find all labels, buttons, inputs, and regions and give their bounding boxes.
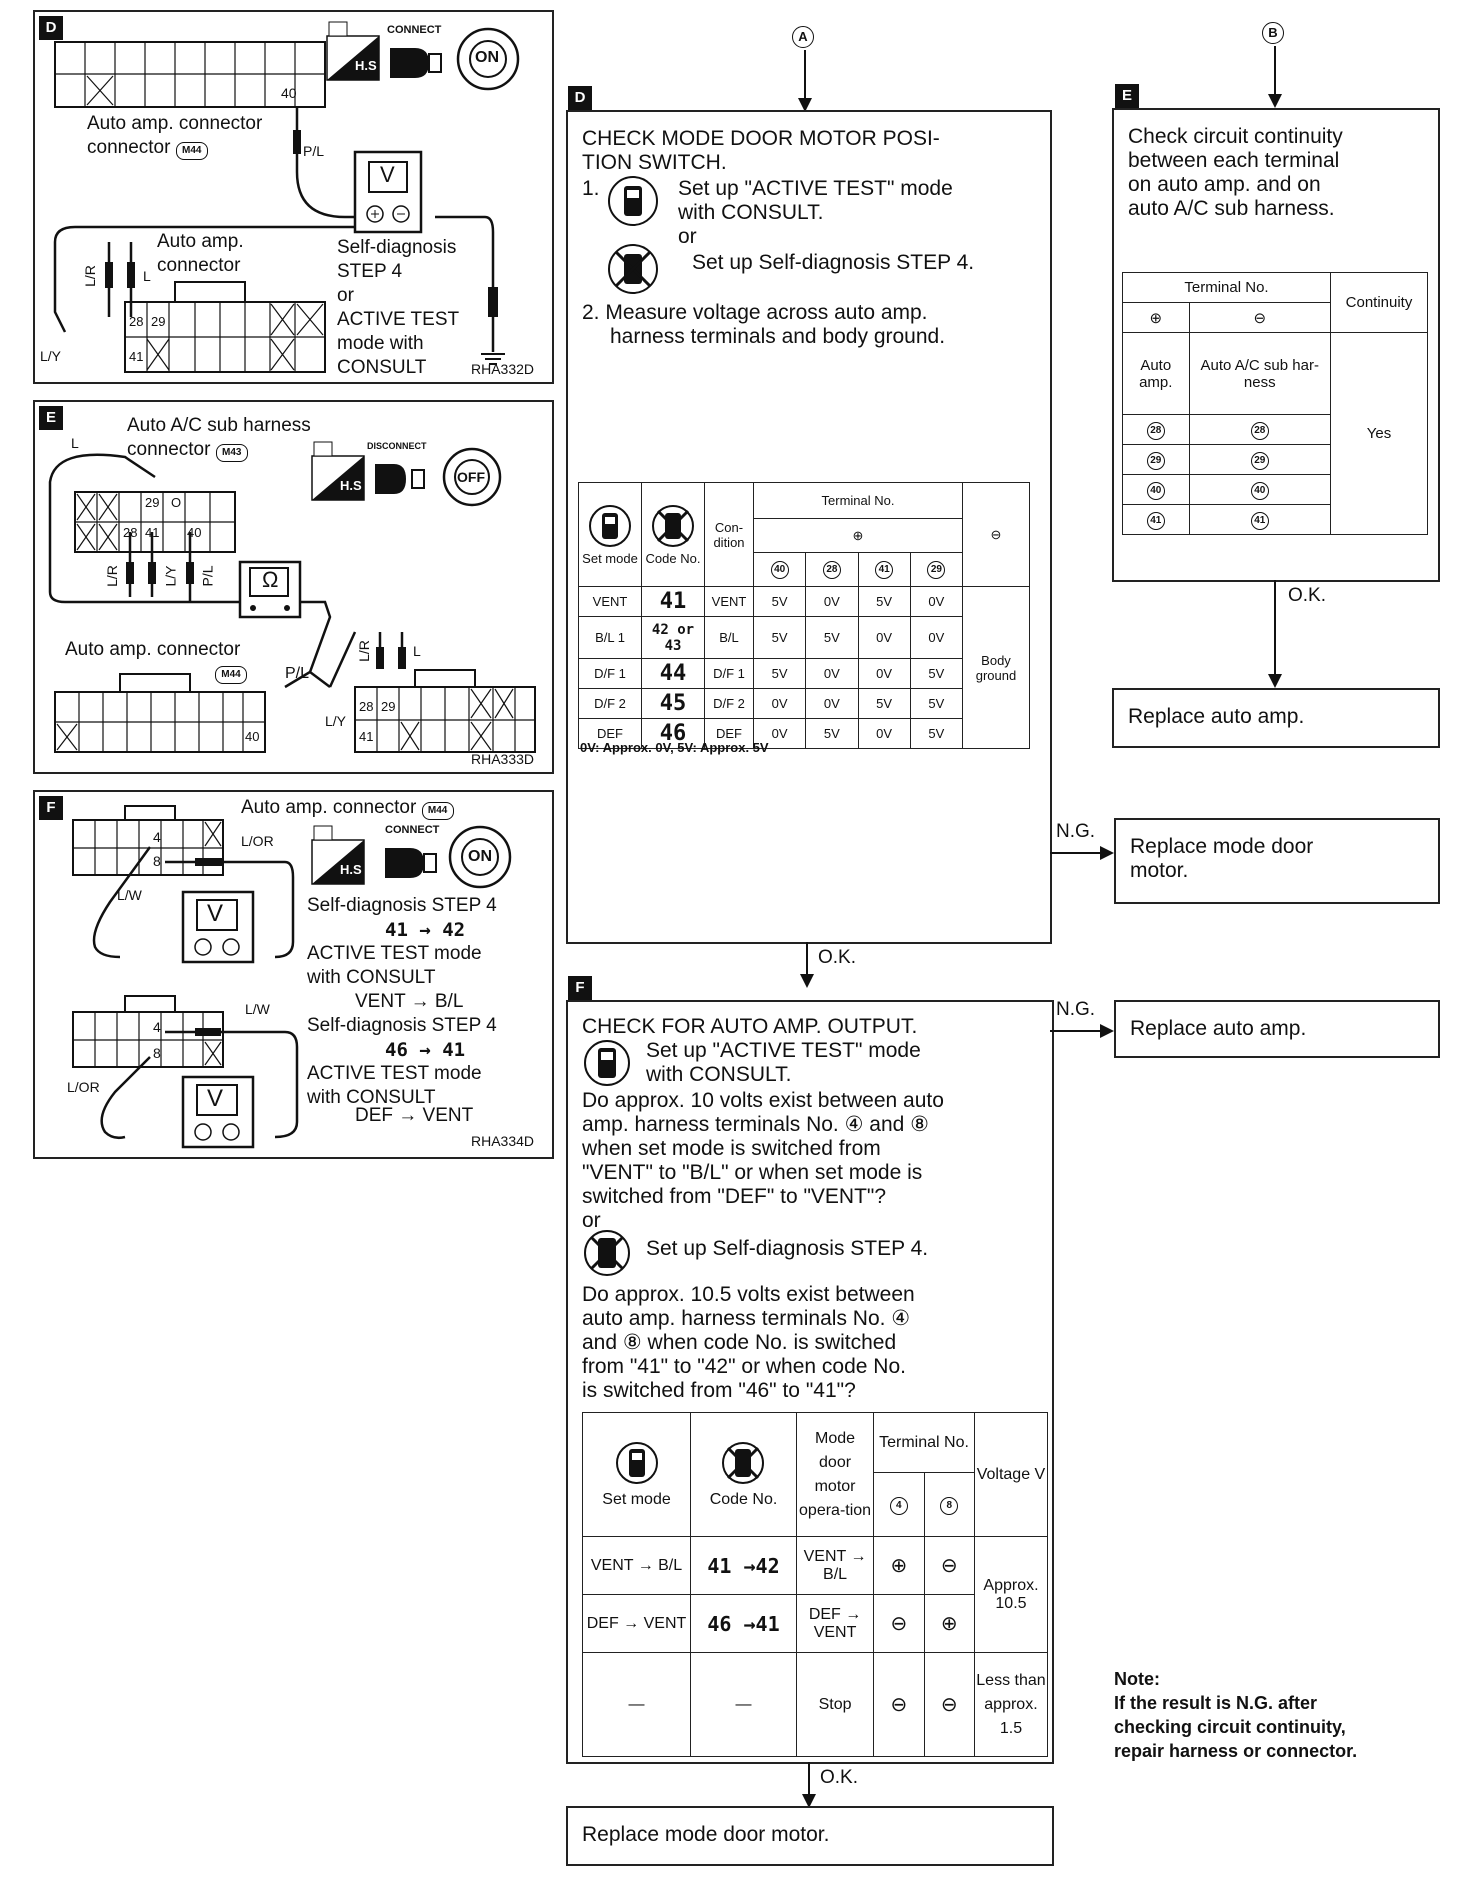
table-terminal-header: Terminal No. xyxy=(754,483,963,519)
no-consult-icon xyxy=(720,1440,766,1486)
diagram-d-icon-on-label: ON xyxy=(475,49,499,66)
flow-d-table xyxy=(578,482,1030,749)
flow-f-tag: F xyxy=(568,976,592,1000)
flow-f-q1-1: amp. harness terminals No. ④ and ⑧ xyxy=(582,1113,929,1136)
flow-d-tag: D xyxy=(568,86,592,110)
f-voltage-approx: Approx. 10.5 xyxy=(974,1537,1047,1653)
diagram-f-text-7: with CONSULT xyxy=(307,1087,436,1108)
e-sub-harness-header: Auto A/C sub har-ness xyxy=(1189,333,1330,415)
flow-e-line4: auto A/C sub harness. xyxy=(1128,197,1335,220)
diagram-d-pin-41: 41 xyxy=(129,349,144,364)
ok-e-label: O.K. xyxy=(1288,585,1327,606)
ok-1-arrowhead xyxy=(800,974,814,988)
e-continuity-header: Continuity xyxy=(1331,273,1428,333)
flow-d-line2: TION SWITCH. xyxy=(582,151,727,174)
table-row: D/F 1 44 D/F 1 5V 0V 0V 5V xyxy=(579,659,1030,689)
diagram-e-wire-l-2: L xyxy=(413,643,421,659)
diagram-e-wire-ly-2: L/Y xyxy=(325,713,347,729)
f-voltage-header: Voltage V xyxy=(974,1413,1047,1537)
diagram-e-icon-disconnect-label: DISCONNECT xyxy=(367,441,427,451)
diagram-d-pin40: 40 xyxy=(281,85,297,101)
diagram-f-title: Auto amp. connector M44 xyxy=(241,796,454,820)
table-row: 41 41 xyxy=(1123,505,1428,535)
diagram-d-pin-28: 28 xyxy=(129,314,144,329)
terminal-8-badge: 8 xyxy=(940,1497,958,1515)
diagram-e-tag: E xyxy=(39,406,63,430)
table-row: 28 28 xyxy=(1123,415,1428,445)
flow-box-d xyxy=(566,110,1052,944)
table-row: DEF 46 DEF 0V 5V 0V 5V xyxy=(579,719,1030,749)
note-title: Note: xyxy=(1114,1669,1160,1689)
ng-1-arrowhead xyxy=(1100,846,1114,860)
diagram-f-wire-lor-2: L/OR xyxy=(67,1079,100,1095)
diagram-e-icon-hs-label: H.S xyxy=(340,478,362,493)
ng-2-label: N.G. xyxy=(1056,999,1096,1020)
entry-b-arrowhead xyxy=(1268,94,1282,108)
e-minus-header: ⊖ xyxy=(1189,303,1330,333)
diagram-d-connector2-label: Auto amp. connector xyxy=(157,231,244,276)
flow-box-e xyxy=(1112,108,1440,582)
e-auto-amp-header: Auto amp. xyxy=(1123,333,1190,415)
diagram-f-meter-1: V xyxy=(207,900,224,927)
replace-motor-text: Replace mode door motor. xyxy=(582,1823,830,1846)
diagram-f-wire-lw-2: L/W xyxy=(245,1001,270,1017)
f-terminal-header: Terminal No. xyxy=(874,1413,975,1473)
table-row: VENT 41 VENT 5V 0V 5V 0V Body ground xyxy=(579,587,1030,617)
flow-d-step1-b: with CONSULT. xyxy=(678,201,824,224)
flow-f-q1-3: "VENT" to "B/L" or when set mode is xyxy=(582,1161,923,1184)
diagram-d-panel xyxy=(33,10,554,384)
note-line-1: If the result is N.G. after xyxy=(1114,1693,1318,1713)
table-row: B/L 1 42 or 43 B/L 5V 5V 0V 0V xyxy=(579,617,1030,659)
diagram-f-wire-lw: L/W xyxy=(117,887,142,903)
replace-amp-text-1: Replace auto amp. xyxy=(1128,705,1305,728)
entry-a-line xyxy=(804,50,806,100)
replace-motor-box xyxy=(566,1806,1054,1866)
table-body-ground: Body ground xyxy=(963,587,1030,749)
diagram-e-wire-lr-2: L/R xyxy=(355,640,372,662)
diagram-d-instr-4: ACTIVE TEST xyxy=(337,309,460,330)
diagram-f-text-6: ACTIVE TEST mode xyxy=(307,1063,482,1084)
diagram-e-pin-40-top: 40 xyxy=(187,525,202,540)
connect-plug-icon xyxy=(380,838,440,888)
ng-1-result-box xyxy=(1114,818,1440,904)
diagram-e-pin-28-bottom: 28 xyxy=(359,699,374,714)
diagram-f-seq-2: 46 → 41 xyxy=(385,1039,466,1061)
table-condition-header: Con-dition xyxy=(705,483,754,587)
replace-amp-text-2: Replace auto amp. xyxy=(1130,1017,1307,1040)
flow-e-line1: Check circuit continuity xyxy=(1128,125,1343,148)
flow-e-line2: between each terminal xyxy=(1128,149,1340,172)
diagram-d-instr-1: Self-diagnosis xyxy=(337,237,457,258)
flow-f-line4: Set up Self-diagnosis STEP 4. xyxy=(646,1237,929,1260)
ok-2-label: O.K. xyxy=(820,1767,859,1788)
diagram-e-wire-lr: L/R xyxy=(103,565,120,587)
diagram-e-amp-code: M44 xyxy=(215,666,247,684)
diagram-e-wire-l: L xyxy=(71,435,79,451)
diagram-e-wire-ly: L/Y xyxy=(162,565,179,587)
flow-f-line1: CHECK FOR AUTO AMP. OUTPUT. xyxy=(582,1015,918,1038)
flow-f-line3: with CONSULT. xyxy=(646,1063,792,1086)
diagram-d-tag: D xyxy=(39,16,63,40)
no-consult-icon xyxy=(651,504,695,548)
flow-f-q2-4: is switched from "46" to "41"? xyxy=(582,1379,856,1402)
diagram-e-panel xyxy=(33,400,554,774)
diagram-d-instr-5: mode with xyxy=(337,333,424,354)
no-consult-icon xyxy=(582,1228,632,1278)
ok-e-arrowhead xyxy=(1268,674,1282,688)
connector-code-badge: M43 xyxy=(216,444,248,462)
table-row: 40 40 xyxy=(1123,475,1428,505)
table-code-header: Code No. xyxy=(642,483,705,587)
note-line-2: checking circuit continuity, xyxy=(1114,1717,1346,1737)
ng-1-label: N.G. xyxy=(1056,821,1096,842)
consult-tester-icon xyxy=(614,1440,660,1486)
diagram-e-pin-29-top: 29 xyxy=(145,495,160,510)
flow-f-q1-4: switched from "DEF" to "VENT"? xyxy=(582,1185,887,1208)
consult-tester-icon xyxy=(582,1038,632,1088)
flow-f-q2-1: auto amp. harness terminals No. ④ xyxy=(582,1307,911,1330)
terminal-40-badge: 40 xyxy=(771,561,789,579)
replace-amp-box-2 xyxy=(1114,1000,1440,1058)
diagram-e-pin-40-bottom: 40 xyxy=(245,729,260,744)
diagram-d-ref: RHA332D xyxy=(471,361,535,377)
diagram-e-amp-label: Auto amp. connector xyxy=(65,639,241,660)
diagram-f-panel xyxy=(33,790,554,1159)
ng-1-result-line1: Replace mode door xyxy=(1130,835,1314,858)
diagram-f-pin-4-b: 4 xyxy=(153,1019,161,1035)
flow-d-step2-a: 2. Measure voltage across auto amp. xyxy=(582,301,928,324)
flow-d-step1-a: Set up "ACTIVE TEST" mode xyxy=(678,177,953,200)
f-setmode-header: Set mode xyxy=(583,1413,691,1537)
no-consult-icon xyxy=(606,242,660,296)
diagram-e-title-1: Auto A/C sub harness xyxy=(127,415,311,436)
diagram-f-text-3: with CONSULT xyxy=(307,967,436,988)
terminal-29-badge: 29 xyxy=(927,561,945,579)
diagram-e-meter: Ω xyxy=(262,567,279,592)
diagram-d-wire-lr: L/R xyxy=(81,265,98,287)
diagram-f-text-1: Self-diagnosis STEP 4 xyxy=(307,895,497,916)
entry-b-marker: B xyxy=(1262,20,1284,44)
diagram-f-text-5: Self-diagnosis STEP 4 xyxy=(307,1015,497,1036)
diagram-d-icon-connect-label: CONNECT xyxy=(387,24,442,36)
table-row: 29 29 xyxy=(1123,445,1428,475)
diagram-e-pin-29-bottom: 29 xyxy=(381,699,396,714)
diagram-d-meter: V xyxy=(380,162,395,187)
ok-e-line xyxy=(1274,580,1276,676)
connector-code-badge: M44 xyxy=(176,142,208,160)
flow-f-q2-0: Do approx. 10.5 volts exist between xyxy=(582,1283,915,1306)
diagram-f-text-2: ACTIVE TEST mode xyxy=(307,943,482,964)
flow-f-q1-2: when set mode is switched from xyxy=(582,1137,881,1160)
flow-d-step1-c: Set up Self-diagnosis STEP 4. xyxy=(692,251,975,274)
note-line-3: repair harness or connector. xyxy=(1114,1741,1358,1761)
diagram-f-icon-on-label: ON xyxy=(468,848,492,865)
ng-1-result-line2: motor. xyxy=(1130,859,1189,882)
diagram-d-connector-label-2: connector M44 xyxy=(87,136,208,160)
f-voltage-less: Less than approx. 1.5 xyxy=(974,1653,1047,1757)
consult-tester-icon xyxy=(606,174,660,228)
diagram-d-wire-l: L xyxy=(143,268,151,284)
flow-d-footnote: 0V: Approx. 0V, 5V: Approx. 5V xyxy=(580,740,769,755)
terminal-4-badge: 4 xyxy=(890,1497,908,1515)
diagram-e-wire-pl-2: P/L xyxy=(285,665,310,682)
connector-code-badge: M44 xyxy=(422,802,454,820)
diagram-e-title-2: connector M43 xyxy=(127,438,248,462)
flow-d-step2-b: harness terminals and body ground. xyxy=(610,325,946,348)
diagram-d-instr-6: CONSULT xyxy=(337,357,427,378)
flow-f-q2-3: from "41" to "42" or when code No. xyxy=(582,1355,906,1378)
diagram-f-icon-hs-label: H.S xyxy=(340,862,362,877)
diagram-e-pin-41-top: 41 xyxy=(145,525,160,540)
flow-d-or: or xyxy=(678,225,697,248)
diagram-f-pin-8: 8 xyxy=(153,853,161,869)
diagram-f-text-4: VENT → B/L xyxy=(355,991,464,1012)
entry-a-marker: A xyxy=(792,24,814,48)
diagram-e-pin-28-top: 28 xyxy=(123,525,138,540)
diagram-f-meter-2: V xyxy=(207,1085,224,1112)
diagram-f-seq-1: 41 → 42 xyxy=(385,919,466,941)
f-code-header: Code No. xyxy=(691,1413,797,1537)
flow-f-line2: Set up "ACTIVE TEST" mode xyxy=(646,1039,921,1062)
connect-plug-icon xyxy=(385,38,445,88)
ok-1-line xyxy=(806,942,808,976)
ng-2-arrowhead xyxy=(1100,1024,1114,1038)
terminal-28-badge: 28 xyxy=(823,561,841,579)
disconnect-plug-icon xyxy=(370,454,430,504)
diagram-e-ref: RHA333D xyxy=(471,751,535,767)
diagram-f-icon-connect-label: CONNECT xyxy=(385,824,440,836)
flow-e-line3: on auto amp. and on xyxy=(1128,173,1321,196)
diagram-f-ref: RHA334D xyxy=(471,1133,535,1149)
table-row: D/F 2 45 D/F 2 0V 0V 5V 5V xyxy=(579,689,1030,719)
diagram-d-icon-hs-label: H.S xyxy=(355,58,377,73)
table-minus-header: ⊖ xyxy=(963,483,1030,587)
table-setmode-header: Set mode xyxy=(579,483,642,587)
flow-e-tag: E xyxy=(1115,84,1139,108)
e-terminal-header: Terminal No. xyxy=(1123,273,1331,303)
table-row: DEF → VENT 46 →41 DEF → VENT ⊖ ⊕ xyxy=(583,1595,1048,1653)
diagram-e-pin-o-top: O xyxy=(171,495,182,510)
replace-amp-box-1 xyxy=(1112,688,1440,748)
e-plus-header: ⊕ xyxy=(1123,303,1190,333)
diagram-f-tag: F xyxy=(39,796,63,820)
f-op-header: Mode door motor opera-tion xyxy=(796,1413,873,1537)
diagram-e-icon-off-label: OFF xyxy=(457,469,485,485)
diagram-f-pin-4: 4 xyxy=(153,829,161,845)
diagram-f-pin-8-b: 8 xyxy=(153,1045,161,1061)
flow-box-f xyxy=(566,1000,1054,1764)
flow-e-table xyxy=(1122,272,1428,535)
flow-f-or: or xyxy=(582,1209,601,1232)
e-yes-cell: Yes xyxy=(1331,333,1428,535)
flow-f-table xyxy=(582,1412,1048,1757)
diagram-e-pin-41-bottom: 41 xyxy=(359,729,374,744)
diagram-d-instr-2: STEP 4 xyxy=(337,261,403,282)
table-plus-header: ⊕ xyxy=(754,519,963,553)
terminal-41-badge: 41 xyxy=(875,561,893,579)
diagram-d-wire-ly: L/Y xyxy=(40,348,62,364)
flow-d-line1: CHECK MODE DOOR MOTOR POSI- xyxy=(582,127,940,150)
table-row: — — Stop ⊖ ⊖ Less than approx. 1.5 xyxy=(583,1653,1048,1757)
consult-tester-icon xyxy=(588,504,632,548)
diagram-f-wire-lor: L/OR xyxy=(241,833,274,849)
diagram-d-instr-3: or xyxy=(337,285,354,306)
diagram-d-wire-pl: P/L xyxy=(303,143,325,159)
entry-b-line xyxy=(1274,46,1276,96)
table-row: VENT → B/L 41 →42 VENT → B/L ⊕ ⊖ Approx. 10.5 xyxy=(583,1537,1048,1595)
ok-2-line xyxy=(808,1762,810,1796)
diagram-d-connector-label: Auto amp. connector xyxy=(87,113,263,134)
flow-f-q1-0: Do approx. 10 volts exist between auto xyxy=(582,1089,944,1112)
diagram-d-pin-29: 29 xyxy=(151,314,166,329)
flow-d-step1-num: 1. xyxy=(582,177,600,200)
diagram-e-wire-pl: P/L xyxy=(199,565,216,587)
diagram-f-text-8: DEF → VENT xyxy=(355,1105,474,1126)
flow-f-q2-2: and ⑧ when code No. is switched xyxy=(582,1331,897,1354)
ok-1-label: O.K. xyxy=(818,947,857,968)
